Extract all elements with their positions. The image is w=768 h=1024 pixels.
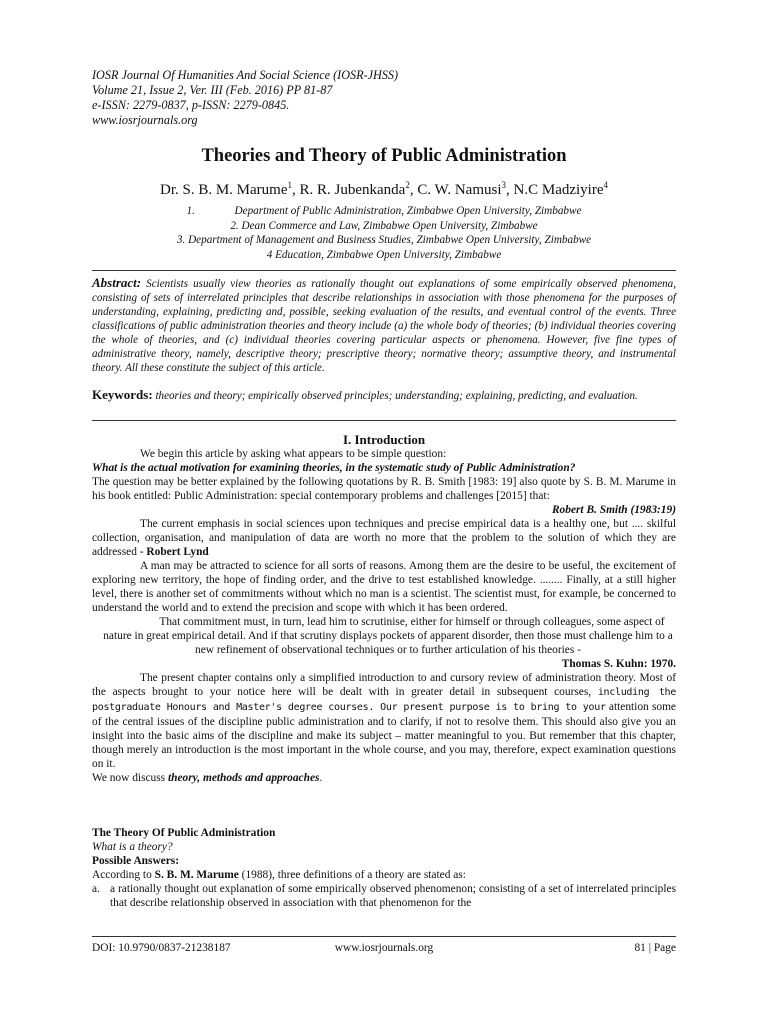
- author-4-mark: 4: [603, 180, 608, 190]
- keywords: [92, 388, 676, 403]
- journal-issn: e-ISSN: 2279-0837, p-ISSN: 2279-0845.: [92, 98, 290, 112]
- intro-paragraph-1: We begin this article by asking what appears to be simple question:: [140, 448, 447, 460]
- discuss-text-c: .: [319, 772, 323, 784]
- affiliation-1: [187, 204, 582, 219]
- theory-heading: The Theory Of Public Administration: [92, 827, 276, 839]
- affiliations: [0, 204, 768, 262]
- journal-volume: Volume 21, Issue 2, Ver. III (Feb. 2016) PP 81-87: [92, 83, 333, 97]
- affiliation-1-text: Department of Public Administration, Zimbabwe Open University, Zimbabwe: [234, 205, 582, 217]
- author-2-mark: 2: [405, 180, 410, 190]
- keywords-label: Keywords:: [92, 387, 153, 402]
- intro-paragraph-discuss: [92, 771, 676, 785]
- author-1: Dr. S. B. M. Marume: [160, 182, 288, 198]
- chapter-text-b: attention some of the central issues of the discipline public administration and to clarify, if not to resolve them. This should also give you an insight into the basic aims of the discipline and make its subject – matter meaningful to you. But remember that this chapter, though merely an introduction is the most important in the whole course, and you may, therefore, expect examination questions on it.: [92, 701, 676, 770]
- citation-kuhn: Thomas S. Kuhn: 1970.: [561, 658, 676, 670]
- theory-answers-label: Possible Answers:: [92, 855, 180, 867]
- theory-p1-b: S. B. M. Marume: [154, 869, 239, 881]
- footer-rule: [92, 936, 676, 937]
- intro-paragraph-chapter: [92, 671, 676, 771]
- journal-name: IOSR Journal Of Humanities And Social Science (IOSR-JHSS): [92, 68, 399, 82]
- chapter-text-mono: including the postgraduate Honours and Master's degree courses. Our present purpose is to bring to your: [92, 687, 676, 713]
- quote-kuhn-2: That commitment must, in turn, lead him to scrutinise, either for himself or through colleagues, some aspect of nature in great empirical detail. And if that scrutiny displays pockets of apparent disorder, then those must challenge him to a new refinement of observational techniques or to further articulation of his theories -: [103, 616, 673, 656]
- quote-lynd-text: The current emphasis in social sciences upon techniques and precise empirical data is a healthy one, but .... skilful collection, organisation, and manipulation of data are worth no more that the problem to the solution of which they are addressed -: [92, 518, 676, 558]
- author-2: , R. R. Jubenkanda: [292, 182, 406, 198]
- theory-p1-c: (1988), three definitions of a theory are stated as:: [238, 869, 466, 881]
- quote-lynd-author: Robert Lynd: [146, 546, 209, 558]
- author-3: , C. W. Namusi: [409, 182, 502, 198]
- affiliation-2: 2. Dean Commerce and Law, Zimbabwe Open University, Zimbabwe: [230, 219, 538, 232]
- journal-header: [92, 68, 398, 128]
- citation-smith: Robert B. Smith (1983:19): [551, 504, 676, 516]
- footer-page-number: 81 | Page: [634, 942, 676, 954]
- author-1-mark: 1: [287, 180, 292, 190]
- definition-a: [92, 882, 676, 910]
- paper-title: Theories and Theory of Public Administration: [201, 146, 567, 166]
- keywords-text: theories and theory; empirically observed principles; understanding; explaining, predicting, and evaluation.: [152, 390, 638, 402]
- affiliation-1-number: 1.: [186, 205, 195, 217]
- introduction-body: [92, 447, 676, 785]
- abstract-bottom-rule: [92, 420, 676, 421]
- abstract-top-rule: [92, 270, 676, 271]
- intro-paragraph-2: The question may be better explained by the following quotations by R. B. Smith [1983: 19] also quote by S. B. M. Marume in his book entitled: Public Administration: special contemporary problems and challenges [2015] that:: [92, 476, 676, 502]
- abstract-label: Abstract:: [92, 275, 142, 290]
- author-list: [0, 180, 768, 199]
- theory-p1-a: According to: [92, 869, 155, 881]
- theory-paragraph-1: [92, 868, 676, 882]
- abstract: [92, 276, 676, 375]
- section-heading-introduction: I. Introduction: [342, 432, 426, 447]
- abstract-text: Scientists usually view theories as rationally thought out explanations of some empirically observed phenomena, consisting of sets of interrelated principles that describe relationships in association with those phenomena for the purposes of understanding, explaining, predicting and, possible, seeking evaluation of the results, and eventual control of the events. Three classifications of public administration theories and theory include (a) the whole body of theories; (b) individual theories covering the whole of theories, and (c) individual theories covering particular aspects or phenomena. However, five fine types of administrative theory, namely, descriptive theory; prescriptive theory; normative theory; assumptive theory, and instrumental theory. All these constitute the subject of this article.: [92, 278, 676, 374]
- theory-question: What is a theory?: [92, 841, 173, 853]
- footer-website[interactable]: www.iosrjournals.org: [334, 942, 434, 954]
- discuss-text-b: theory, methods and approaches: [167, 772, 320, 784]
- author-3-mark: 3: [501, 180, 507, 190]
- theory-section: [92, 826, 676, 910]
- quote-lynd: [92, 517, 676, 559]
- discuss-text-a: We now discuss: [92, 772, 168, 784]
- intro-question: What is the actual motivation for examining theories, in the systematic study of Public Administration?: [92, 462, 576, 474]
- affiliation-3: 3. Department of Management and Business Studies, Zimbabwe Open University, Zimbabwe: [176, 234, 592, 246]
- definition-a-text: a rationally thought out explanation of some empirically observed phenomenon; consisting of a set of interrelated principles that describe relationship observed in association with that phenomenon for the: [110, 883, 676, 909]
- journal-website[interactable]: www.iosrjournals.org: [92, 113, 198, 127]
- quote-kuhn-1: A man may be attracted to science for all sorts of reasons. Among them are the desire to be useful, the excitement of exploring new territory, the hope of finding order, and the drive to test established knowledge. ........ Finally, at a still higher level, there is another set of commitments without which no man is a scientist. The scientist must, for example, be concerned to understand the world and to extend the precision and scope with which it has been ordered.: [92, 560, 676, 614]
- footer-doi: DOI: 10.9790/0837-21238187: [92, 942, 231, 954]
- author-4: , N.C Madziyire: [506, 182, 604, 198]
- affiliation-4: 4 Education, Zimbabwe Open University, Zimbabwe: [266, 248, 502, 261]
- chapter-text-a: The present chapter contains only a simplified introduction to and cursory review of administration theory. Most of the aspects brought to your notice here will be dealt with in greater detail in subsequent courses,: [92, 672, 676, 698]
- definition-a-label: a.: [92, 883, 100, 895]
